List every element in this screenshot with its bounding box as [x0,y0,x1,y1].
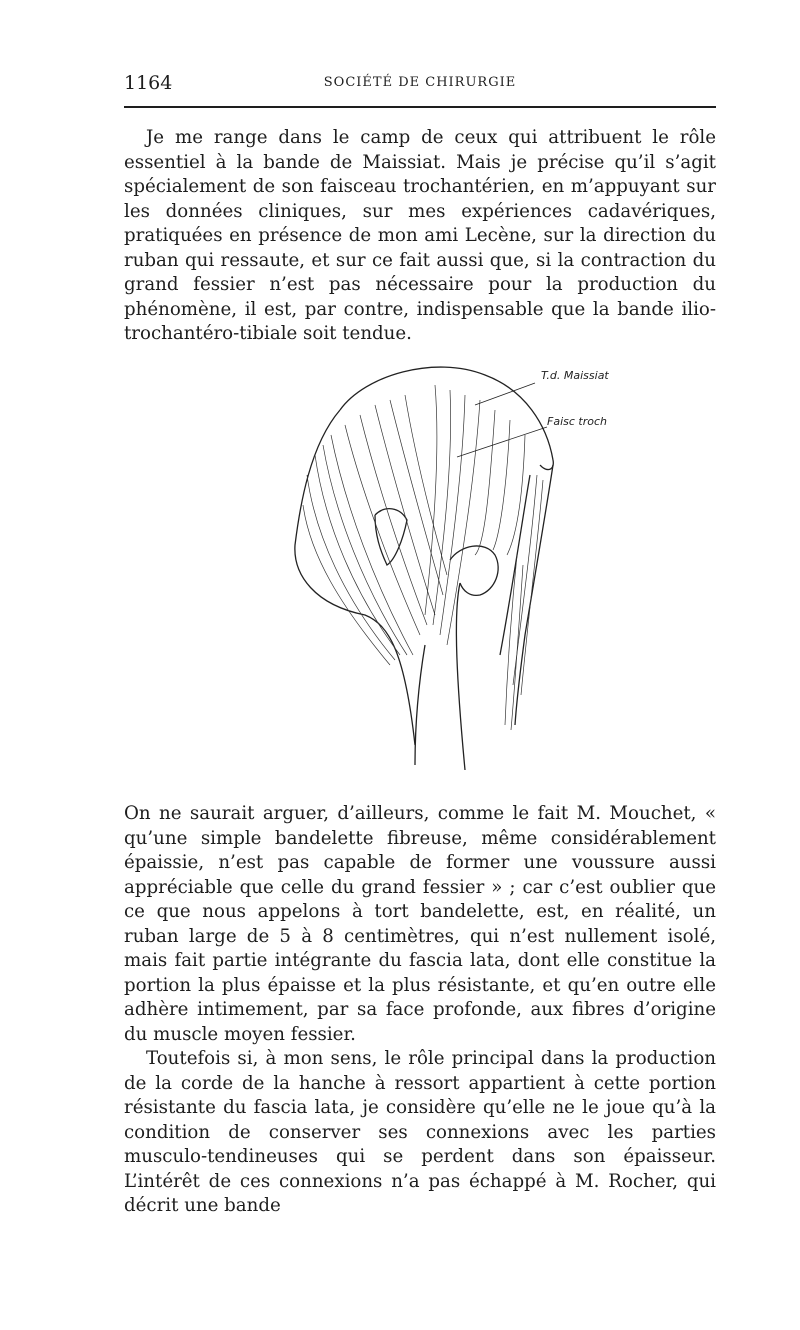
femoral-head [450,546,498,595]
label-faisceau-trochanterien: Faisc troch [547,415,607,428]
paragraph-3: Toutefois si, à mon sens, le rôle principal dans la production de la corde de la hanche à ressort appartient à cette portion résistante du fascia lata, je considère qu’elle ne le joue qu’à la condition de conserver ses connexions avec les parties musculo-tendineuses qui se perdent dans son épaisseur. L’intérêt de ces connexions n’a pas échappé à M. Rocher, qui décrit une bande [124,1048,716,1216]
hip-anatomy-figure [285,355,615,775]
hip-anatomy-drawing [285,355,615,775]
running-title: SOCIÉTÉ DE CHIRURGIE [323,75,517,90]
label-bande-maissiat: T.d. Maissiat [541,369,609,382]
femur-shaft [415,645,425,765]
page-header [124,72,716,96]
iliac-crest-outline [340,367,553,470]
header-rule [124,106,716,108]
page-number: 1164 [124,72,173,94]
paragraph-1: Je me range dans le camp de ceux qui attribuent le rôle essentiel à la bande de Maissiat. Mais je précise qu’il s’agit spécialement de son faisceau trochantérien, en m’appuyant sur les données cliniques, sur mes expériences cadavériques, pratiquées en présence de mon ami Lecène, sur la direction du ruban qui ressaute, et sur ce fait aussi que, si la contraction du grand fessier n’est pas nécessaire pour la production du phénomène, il est, par contre, indispensable que la bande ilio-trochantéro-tibiale soit tendue. [124,127,716,344]
paragraph-2: On ne saurait arguer, d’ailleurs, comme le fait M. Mouchet, « qu’une simple bandelette fibreuse, même considérablement épaissie, n’est pas capable de former une voussure aussi appréciable que celle du grand fessier » ; car c’est oublier que ce que nous appelons à tort bandelette, est, en réalité, un ruban large de 5 à 8 centimètres, qui n’est nullement isolé, mais fait partie intégrante du fascia lata, dont elle constitue la portion la plus épaisse et la plus résistante, et qu’en outre elle adhère intimement, par sa face profonde, aux fibres d’origine du muscle moyen fessier. [124,803,716,1045]
